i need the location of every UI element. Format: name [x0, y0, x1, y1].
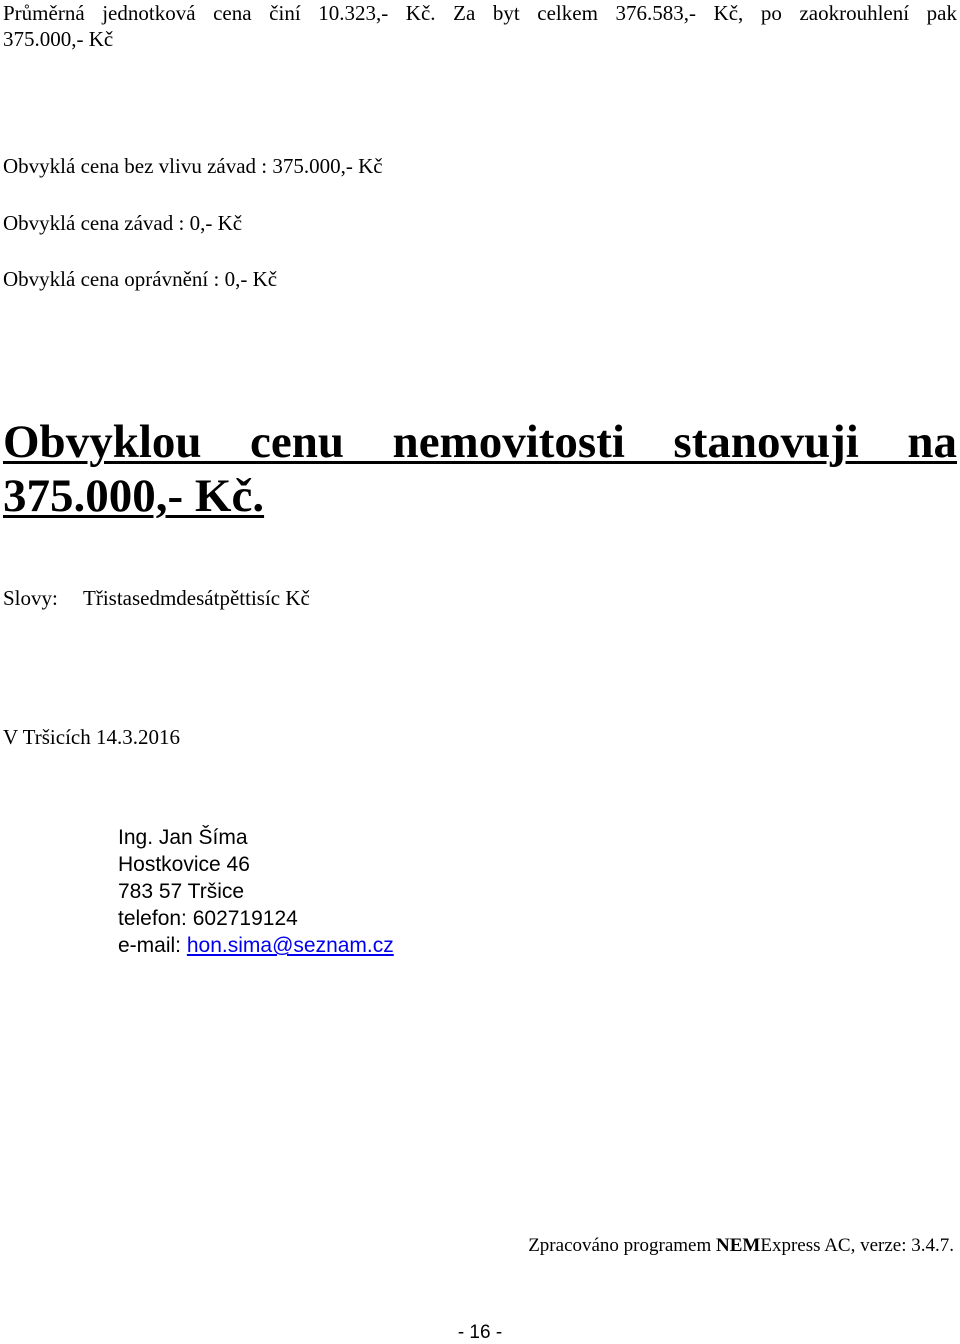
signer-name: Ing. Jan Šíma — [118, 826, 248, 849]
signature-block — [118, 824, 394, 959]
conclusion-amount: 375.000,- Kč. — [3, 470, 265, 522]
signer-email-row — [118, 932, 394, 959]
conclusion-heading — [3, 415, 957, 523]
signer-street: Hostkovice 46 — [118, 853, 250, 876]
email-link[interactable]: hon.sima@seznam.cz — [186, 934, 394, 957]
page-number: - 16 - — [457, 1322, 503, 1343]
usual-price-without-defects: Obvyklá cena bez vlivu závad : 375.000,- Kč — [3, 154, 383, 178]
credit-prefix: Zpracováno programem — [528, 1235, 717, 1256]
brand-rest: Express AC, verze: 3.4.7. — [760, 1235, 954, 1256]
signer-city: 783 57 Tršice — [118, 880, 245, 903]
signer-phone: telefon: 602719124 — [118, 907, 298, 930]
email-label: e-mail: — [118, 934, 187, 957]
amount-in-words — [3, 585, 310, 611]
usual-price-entitlements: Obvyklá cena oprávnění : 0,- Kč — [3, 267, 278, 291]
unit-price-line: Průměrná jednotková cena činí 10.323,- Kč. Za byt celkem 376.583,- Kč, po zaokrouhlení pak — [3, 1, 957, 25]
unit-price-paragraph — [3, 0, 957, 52]
software-credit — [528, 1234, 954, 1258]
place-and-date: V Tršicích 14.3.2016 — [3, 725, 180, 749]
brand-bold: NEM — [716, 1235, 761, 1256]
in-words-label: Slovy: — [3, 586, 58, 610]
in-words-value: Třistasedmdesátpěttisíc Kč — [83, 586, 310, 610]
rounded-total-line: 375.000,- Kč — [3, 27, 114, 51]
usual-price-defects: Obvyklá cena závad : 0,- Kč — [3, 211, 243, 235]
conclusion-line: Obvyklou cenu nemovitosti stanovuji na — [3, 416, 957, 468]
